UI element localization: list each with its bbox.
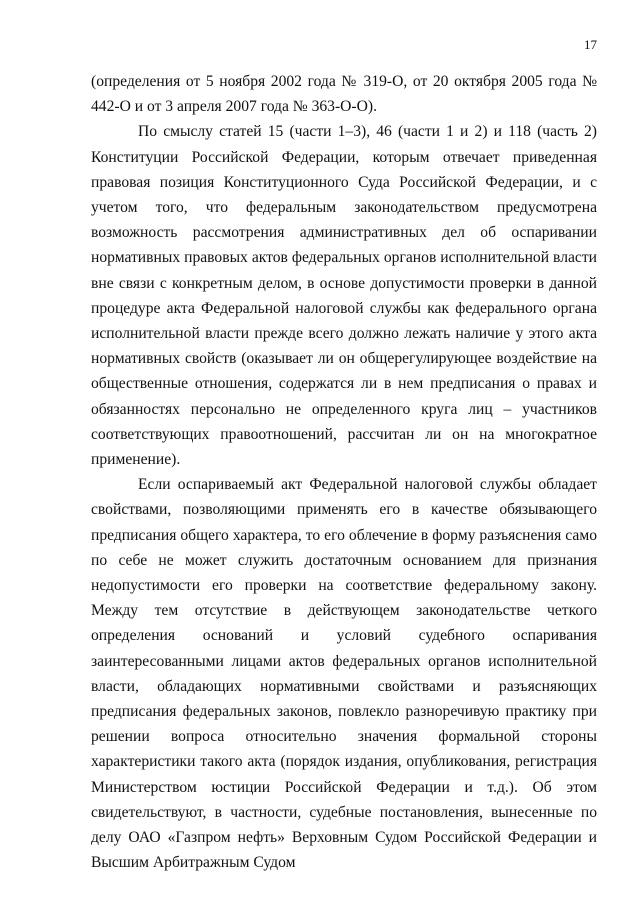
paragraph-constitution-articles: По смыслу статей 15 (части 1–3), 46 (части 1 и 2) и 118 (часть 2) Конституции Российской Федерации, которым отвечает приведенная правовая позиция Конституционного Суда Российской Федерации, и с учетом того, что федеральным законодательством предусмотрена возможность рассмотрения административных дел об оспаривании нормативных правовых актов федеральных органов исполнительной власти вне связи с конкретным делом, в основе допустимости проверки в данной процедуре акта Федеральной налоговой службы как федерального органа исполнительной власти прежде всего должно лежать наличие у этого акта нормативных свойств (оказывает ли он общерегулирующее воздействие на общественные отношения, содержатся ли в нем предписания о правах и обязанностях персонально не определенного круга лиц – участников соответствующих правоотношений, рассчитан ли он на многократное применение).	[91, 123, 597, 469]
paragraph-continuation: (определения от 5 ноября 2002 года № 319-О, от 20 октября 2005 года № 442-О и от 3 апреля 2007 года № 363-О-О).	[91, 73, 597, 116]
document-body	[91, 69, 597, 876]
page-number: 17	[584, 37, 597, 52]
paragraph-tax-service-act: Если оспариваемый акт Федеральной налоговой службы обладает свойствами, позволяющими применять его в качестве обязывающего предписания общего характера, то его облечение в форму разъяснения само по себе не может служить достаточным основанием для признания недопустимости его проверки на соответствие федеральному закону. Между тем отсутствие в действующем законодательстве четкого определения оснований и условий судебного оспаривания заинтересованными лицами актов федеральных органов исполнительной власти, обладающих нормативными свойствами и разъясняющих предписания федеральных законов, повлекло разноречивую практику при решении вопроса относительно значения формальной стороны характеристики такого акта (порядок издания, опубликования, регистрация Министерством юстиции Российской Федерации и т.д.). Об этом свидетельствуют, в частности, судебные постановления, вынесенные по делу ОАО «Газпром нефть» Верховным Судом Российской Федерации и Высшим Арбитражным Судом	[91, 476, 597, 872]
